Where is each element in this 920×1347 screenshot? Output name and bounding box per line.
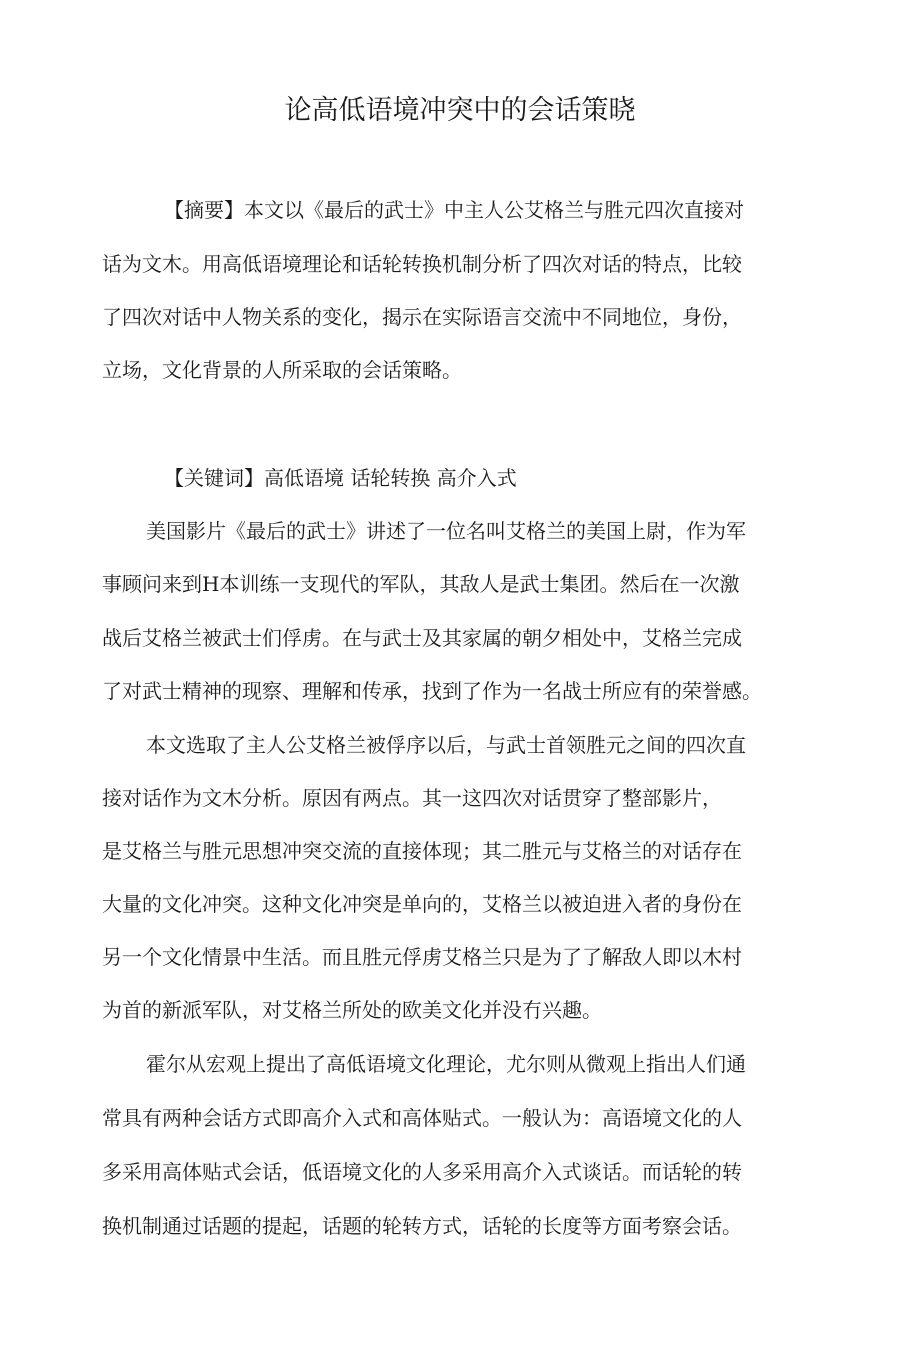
- page-title: 论高低语境冲突中的会话策晓: [284, 95, 636, 126]
- paragraph-line: 换机制通过话题的提起，话题的轮转方式，话轮的长度等方面考察会话。: [102, 1214, 742, 1238]
- paragraph-line: 接对话作为文木分析。原因有两点。其一这四次对话贯穿了整部影片，: [102, 786, 722, 810]
- paragraph-line: 是艾格兰与胜元思想冲突交流的直接体现；其二胜元与艾格兰的对话存在: [102, 839, 742, 863]
- paragraph-line: 大量的文化冲突。这种文化冲突是单向的，艾格兰以被迫进入者的身份在: [102, 892, 742, 916]
- abstract-line: 了四次对话中人物关系的变化，揭示在实际语言交流中不同地位，身份，: [102, 305, 742, 329]
- paragraph-line: 美国影片《最后的武士》讲述了一位名叫艾格兰的美国上尉，作为军: [146, 519, 746, 543]
- paragraph-line: 本文选取了主人公艾格兰被俘序以后，与武士首领胜元之间的四次直: [146, 733, 746, 757]
- keywords-line: 【关键词】高低语境 话轮转换 高介入式: [164, 466, 517, 490]
- paragraph-line: 另一个文化情景中生活。而且胜元俘虏艾格兰只是为了了解敌人即以木村: [102, 945, 742, 969]
- abstract-line: 立场，文化背景的人所采取的会话策略。: [102, 358, 462, 382]
- paragraph-line: 霍尔从宏观上提出了高低语境文化理论，尤尔则从微观上指出人们通: [146, 1052, 746, 1076]
- abstract-line: 话为文木。用高低语境理论和话轮转换机制分析了四次对话的特点，比较: [102, 252, 742, 276]
- paragraph-line: 多采用高体贴式会话，低语境文化的人多采用高介入式谈话。而话轮的转: [102, 1160, 742, 1184]
- paragraph-line: 为首的新派军队，对艾格兰所处的欧美文化并没冇兴趣。: [102, 998, 602, 1022]
- abstract-line: 【摘要】本文以《最后的武士》中主人公艾格兰与胜元四次直接对: [164, 198, 744, 222]
- paragraph-line: 战后艾格兰被武士们俘虏。在与武士及其家属的朝夕相处中，艾格兰完成: [102, 626, 742, 650]
- paragraph-line: 常具有两种会话方式即高介入式和高体贴式。一般认为：高语境文化的人: [102, 1106, 742, 1130]
- paragraph-line: 了对武士精神的现察、理解和传承，找到了作为一名战士所应有的荣誉感。: [102, 679, 762, 703]
- paragraph-line: 事顾问来到H本训练一支现代的军队，其敌人是武士集团。然后在一次激: [102, 572, 740, 596]
